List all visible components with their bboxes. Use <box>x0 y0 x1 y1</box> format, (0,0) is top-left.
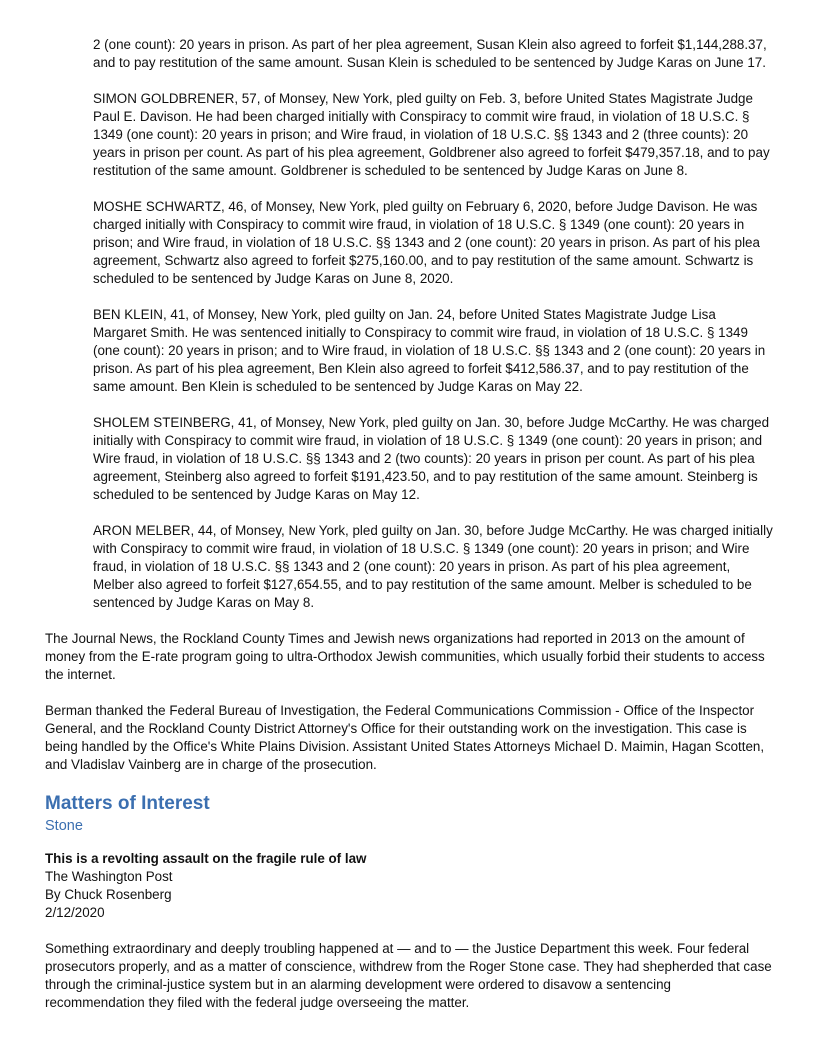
article-body: Something extraordinary and deeply troubling happened at — and to — the Justice Department this week. Four federal prosecutors properly, and as a matter of conscience, withdrew from the Roger Stone case. They had shepherded that case through the criminal-justice system but in an alarming development were ordered to disavow a sentencing recommendation they filed with the federal judge overseeing the matter. <box>45 941 772 1010</box>
defendant-paragraph: SIMON GOLDBRENER, 57, of Monsey, New York, pled guilty on Feb. 3, before United States Magistrate Judge Paul E. Davison. He had been charged initially with Conspiracy to commit wire fraud, in violation of 18 U.S.C. § 1349 (one count): 20 years in prison; and Wire fraud, in violation of 18 U.S.C. §§ 1343 and 2 (three counts): 20 years in prison per count. As part of his plea agreement, Goldbrener also agreed to forfeit $479,357.18, and to pay restitution of the same amount. Goldbrener is scheduled to be sentenced by Judge Karas on June 8. <box>93 91 770 178</box>
defendant-paragraph: 2 (one count): 20 years in prison. As part of her plea agreement, Susan Klein also agreed to forfeit $1,144,288.37, and to pay restitution of the same amount. Susan Klein is scheduled to be sentenced by Judge Karas on June 17. <box>93 37 767 70</box>
defendant-paragraph: BEN KLEIN, 41, of Monsey, New York, pled guilty on Jan. 24, before United States Magistrate Judge Lisa Margaret Smith. He was sentenced initially to Conspiracy to commit wire fraud, in violation of 18 U.S.C. § 1349 (one count): 20 years in prison; and to Wire fraud, in violation of 18 U.S.C. §§ 1343 and 2 (one count): 20 years in prison. As part of his plea agreement, Ben Klein also agreed to forfeit $412,586.37, and to pay restitution of the same amount. Ben Klein is scheduled to be sentenced by Judge Karas on May 22. <box>93 307 766 394</box>
article-byline: By Chuck Rosenberg <box>45 887 172 902</box>
article-title: This is a revolting assault on the fragile rule of law <box>45 851 367 866</box>
defendant-paragraph: MOSHE SCHWARTZ, 46, of Monsey, New York, pled guilty on February 6, 2020, before Judge Davison. He was charged initially with Conspiracy to commit wire fraud, in violation of 18 U.S.C. § 1349 (one count): 20 years in prison; and Wire fraud, in violation of 18 U.S.C. §§ 1343 and 2 (one count): 20 years in prison. As part of his plea agreement, Schwartz also agreed to forfeit $275,160.00, and to pay restitution of the same amount. Schwartz is scheduled to be sentenced by Judge Karas on June 8, 2020. <box>93 199 760 286</box>
article-date: 2/12/2020 <box>45 905 105 920</box>
body-paragraph: Berman thanked the Federal Bureau of Investigation, the Federal Communications Commission - Office of the Inspector General, and the Rockland County District Attorney's Office for their outstanding work on the investigation. This case is being handled by the Office's White Plains Division. Assistant United States Attorneys Michael D. Maimin, Hagan Scotten, and Vladislav Vainberg are in charge of the prosecution. <box>45 703 765 772</box>
body-paragraph: The Journal News, the Rockland County Times and Jewish news organizations had reported in 2013 on the amount of money from the E-rate program going to ultra-Orthodox Jewish communities, which usually forbid their students to access the internet. <box>45 631 765 682</box>
defendant-paragraph: SHOLEM STEINBERG, 41, of Monsey, New York, pled guilty on Jan. 30, before Judge McCarthy. He was charged initially with Conspiracy to commit wire fraud, in violation of 18 U.S.C. § 1349 (one count): 20 years in prison; and Wire fraud, in violation of 18 U.S.C. §§ 1343 and 2 (two counts): 20 years in prison per count. As part of his plea agreement, Steinberg also agreed to forfeit $191,423.50, and to pay restitution of the same amount. Steinberg is scheduled to be sentenced by Judge Karas on May 12. <box>93 415 770 502</box>
defendant-list <box>93 36 773 612</box>
article-publication: The Washington Post <box>45 869 173 884</box>
article-meta <box>45 850 773 922</box>
defendant-paragraph: ARON MELBER, 44, of Monsey, New York, pled guilty on Jan. 30, before Judge McCarthy. He was charged initially with Conspiracy to commit wire fraud, in violation of 18 U.S.C. § 1349 (one count): 20 years in prison; and Wire fraud, in violation of 18 U.S.C. §§ 1343 and 2 (one count): 20 years in prison. As part of his plea agreement, Melber also agreed to forfeit $127,654.55, and to pay restitution of the same amount. Melber is scheduled to be sentenced by Judge Karas on May 8. <box>93 523 773 610</box>
section-heading: Matters of Interest <box>45 793 210 814</box>
section-subheading: Stone <box>45 818 83 834</box>
document-page <box>45 36 773 1030</box>
